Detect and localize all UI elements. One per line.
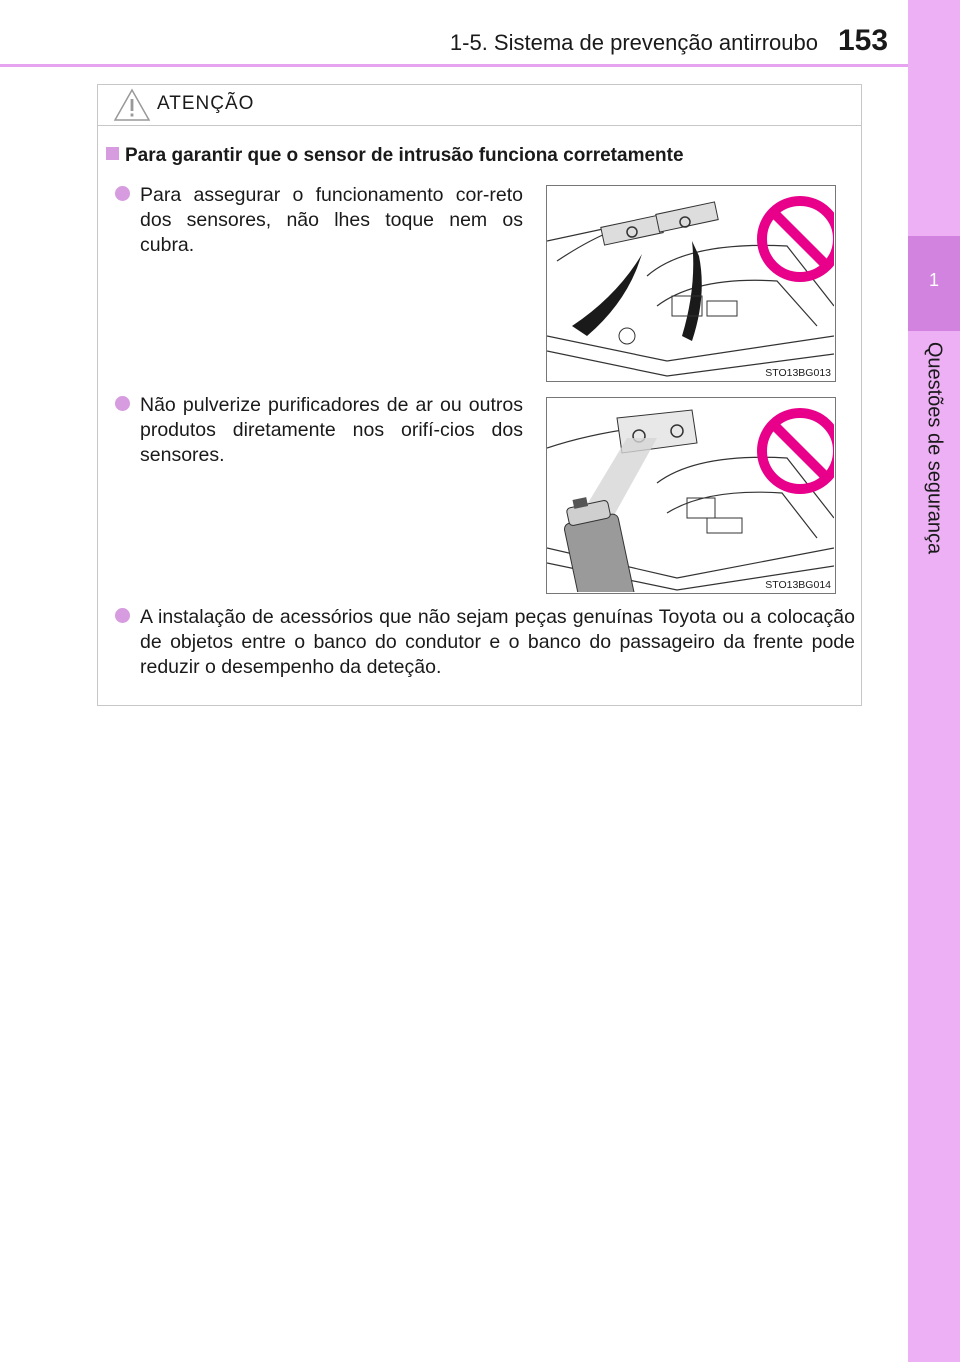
warning-triangle-icon — [113, 88, 151, 122]
list-item — [115, 183, 523, 258]
header-divider — [0, 64, 908, 67]
figure-code: STO13BG014 — [765, 579, 831, 591]
circle-bullet-icon — [115, 186, 130, 201]
list-item — [115, 605, 855, 680]
chapter-side-tab — [908, 0, 960, 1362]
chapter-number: 1 — [928, 270, 939, 290]
list-item-text: Não pulverize purificadores de ar ou outros produtos diretamente nos orifí-cios dos sensores. — [140, 394, 523, 466]
page-number: 153 — [838, 24, 889, 57]
circle-bullet-icon — [115, 396, 130, 411]
illustration-spray — [546, 397, 836, 594]
list-item — [115, 393, 523, 468]
circle-bullet-icon — [115, 608, 130, 623]
section-title: 1-5. Sistema de prevenção antirroubo — [449, 30, 818, 55]
warning-subheading-text: Para garantir que o sensor de intrusão funciona corretamente — [125, 145, 684, 166]
spray-illustration — [547, 398, 834, 592]
list-item-text: A instalação de acessórios que não sejam peças genuínas Toyota ou a colocação de objetos entre o banco do condutor e o banco do passageiro da frente pode reduzir o desempenho da deteção. — [140, 606, 855, 678]
list-item-text: Para assegurar o funcionamento cor-reto dos sensores, não lhes toque nem os cubra. — [140, 184, 523, 256]
warning-header — [98, 85, 861, 126]
chapter-number-box — [908, 236, 960, 331]
illustration-sensors-touch — [546, 185, 836, 382]
warning-label: ATENÇÃO — [157, 93, 255, 114]
warning-box — [97, 84, 862, 706]
sensor-touch-illustration — [547, 186, 834, 380]
square-bullet-icon — [106, 147, 119, 160]
warning-subheading — [106, 145, 856, 167]
chapter-label: Questões de segurança — [923, 341, 946, 555]
figure-code: STO13BG013 — [765, 367, 831, 379]
